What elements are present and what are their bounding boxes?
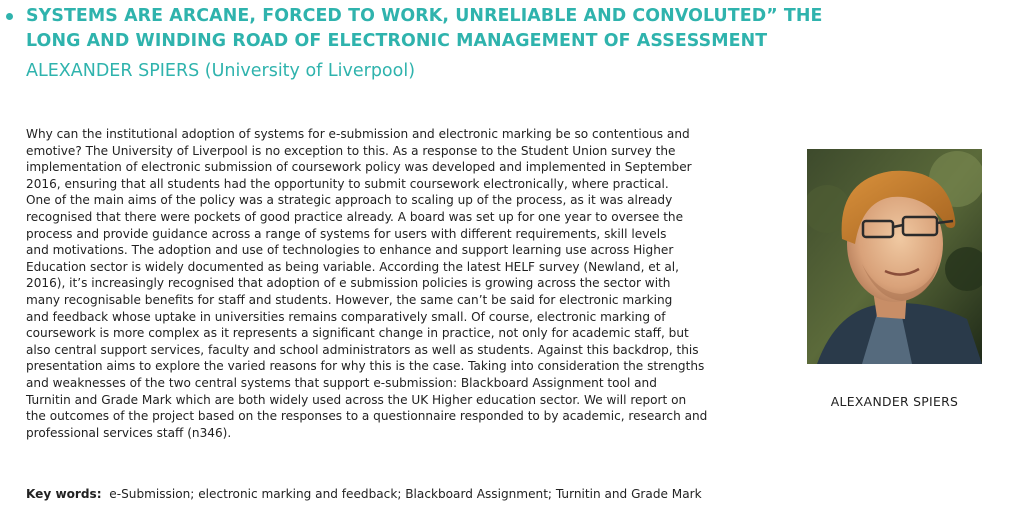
page-title — [26, 4, 906, 53]
portrait-photo — [807, 149, 982, 364]
abstract-line: implementation of electronic submission of coursework policy was developed and implemented in September — [26, 160, 692, 175]
keywords-label: Key words: — [26, 487, 102, 501]
abstract-line: recognised that there were pockets of good practice already. A board was set up for one year to oversee the — [26, 209, 684, 224]
abstract-line: presentation aims to explore the varied reasons for why this is the case. Taking into consideration the strengths — [26, 359, 705, 374]
abstract-body — [26, 126, 786, 441]
abstract-line: also central support services, faculty and school administrators as well as students. Against this backdrop, this — [26, 342, 699, 357]
abstract-line: and feedback whose uptake in universities remains comparatively small. Of course, electronic marking of — [26, 309, 666, 324]
abstract-line: emotive? The University of Liverpool is no exception to this. As a response to the Student Union survey the — [26, 143, 676, 158]
abstract-line: the outcomes of the project based on the responses to a questionnaire responded to by academic, research and — [26, 409, 708, 424]
abstract-line: professional services staff (n346). — [26, 425, 232, 440]
title-line-2: LONG AND WINDING ROAD OF ELECTRONIC MANAGEMENT OF ASSESSMENT — [26, 30, 768, 51]
abstract-line: 2016), it’s increasingly recognised that adoption of e submission policies is growing across the sector with — [26, 276, 671, 291]
abstract-line: Education sector is widely documented as being variable. According the latest HELF survey (Newland, et al, — [26, 259, 679, 274]
portrait-photo-icon — [807, 149, 982, 364]
abstract-line: Turnitin and Grade Mark which are both widely used across the UK Higher education sector. We will report on — [26, 392, 687, 407]
photo-caption: ALEXANDER SPIERS — [830, 394, 959, 409]
keywords-line — [26, 486, 702, 502]
author-line: ALEXANDER SPIERS (University of Liverpool) — [26, 61, 416, 81]
abstract-line: and weaknesses of the two central systems that support e-submission: Blackboard Assignment tool and — [26, 375, 657, 390]
bullet-icon — [6, 13, 13, 20]
abstract-line: process and provide guidance across a range of systems for users with different requirements, skill levels — [26, 226, 667, 241]
abstract-line: many recognisable benefits for staff and students. However, the same can’t be said for electronic marking — [26, 292, 673, 307]
keywords-text: e-Submission; electronic marking and feedback; Blackboard Assignment; Turnitin and Grade Mark — [109, 487, 702, 501]
abstract-line: 2016, ensuring that all students had the opportunity to submit coursework electronically, where practical. — [26, 176, 669, 191]
title-line-1: SYSTEMS ARE ARCANE, FORCED TO WORK, UNRELIABLE AND CONVOLUTED” THE — [26, 6, 823, 26]
abstract-line: and motivations. The adoption and use of technologies to enhance and support learning use across Higher — [26, 243, 674, 258]
abstract-line: Why can the institutional adoption of systems for e-submission and electronic marking be so contentious and — [26, 127, 690, 141]
abstract-line: coursework is more complex as it represents a significant change in practice, not only for academic staff, but — [26, 326, 689, 341]
abstract-line: One of the main aims of the policy was a strategic approach to scaling up of the process, as it was already — [26, 193, 673, 208]
